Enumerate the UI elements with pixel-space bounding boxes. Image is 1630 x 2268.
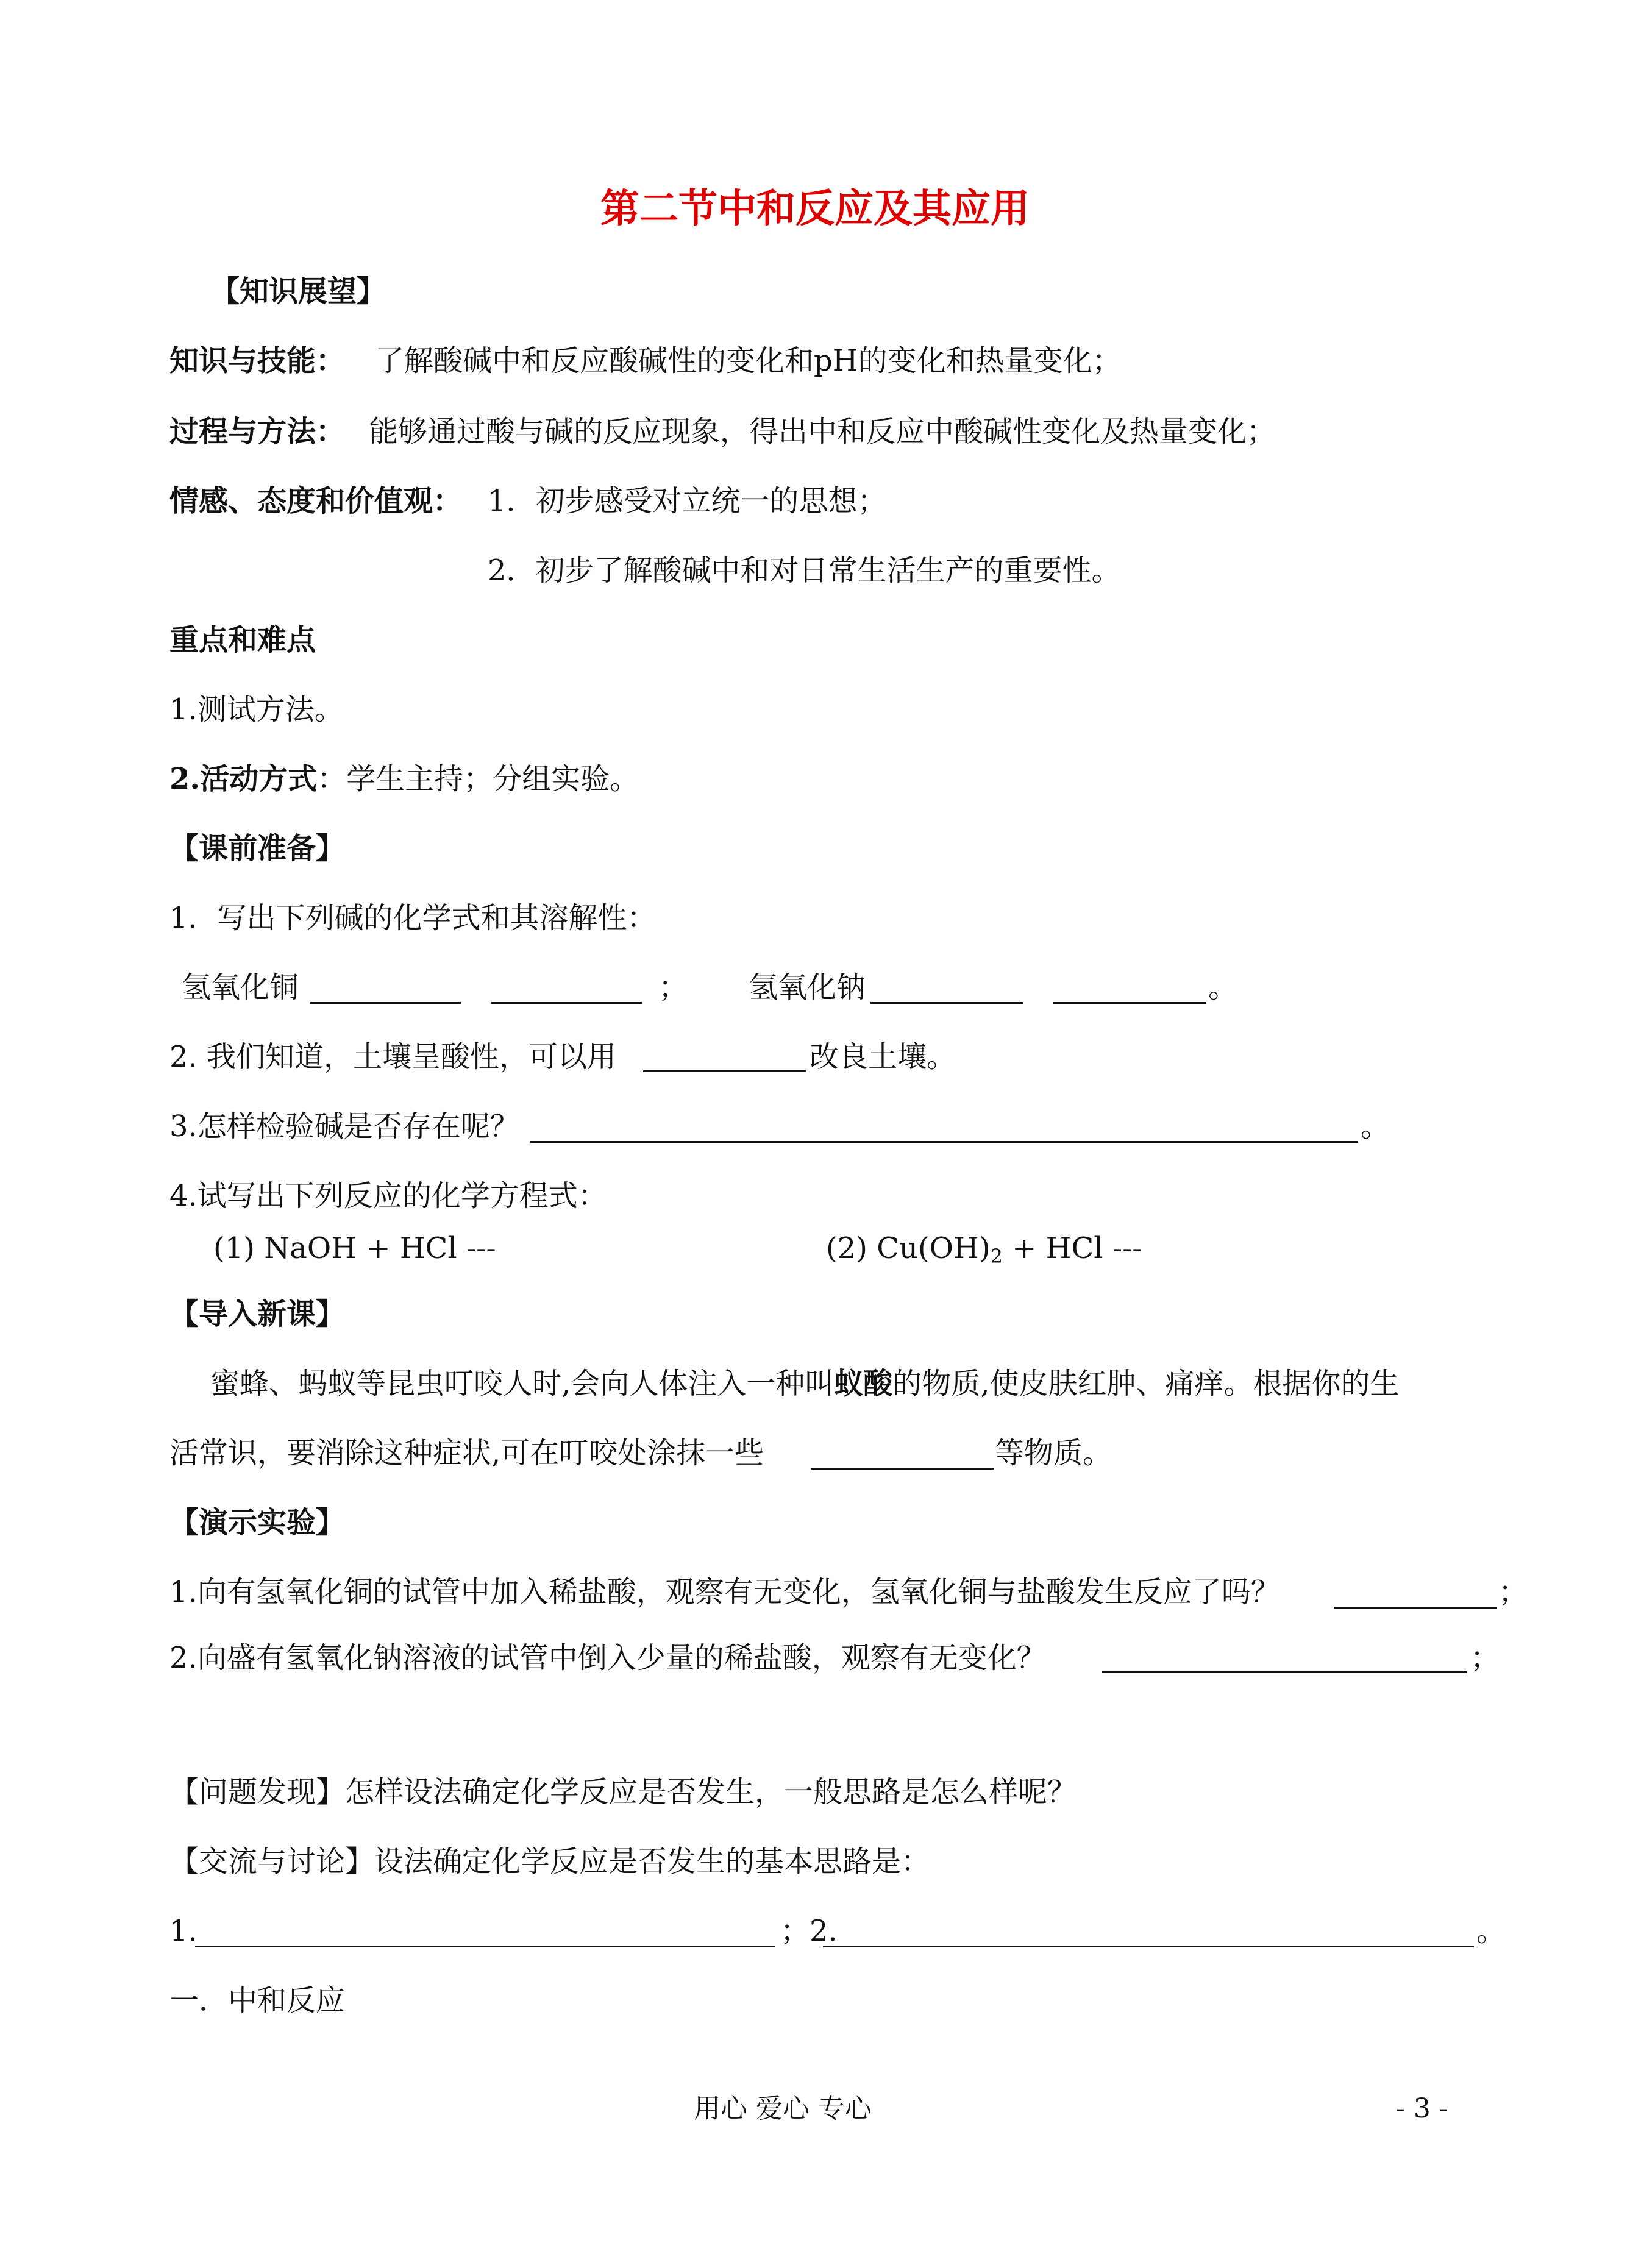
preparation-heading: 【课前准备】 [169,831,346,866]
key-point-2-text: ：学生主持；分组实验。 [317,762,639,796]
values-item-1: 1．初步感受对立统一的思想； [488,484,887,518]
demo-answer-blank-2[interactable] [1102,1671,1467,1673]
problem-discovery: 【问题发现】怎样设法确定化学反应是否发生，一般思路是怎么样呢？ [169,1775,1077,1809]
demo-heading: 【演示实验】 [169,1505,346,1540]
intro-paragraph-line-2: 活常识，要消除这种症状,可在叮咬处涂抹一些 [169,1436,764,1470]
soil-improvement-blank[interactable] [643,1070,806,1072]
section-1-heading: 一．中和反应 [169,1983,346,2017]
period-2: 。 [1361,1109,1390,1143]
values-item-2: 2．初步了解酸碱中和对日常生活生产的重要性。 [488,553,1121,588]
demo-semicolon-1: ； [1498,1575,1528,1609]
period: 。 [1208,970,1238,1004]
key-point-2-label: 2.活动方式 [169,762,318,796]
equation-2-text: (2) Cu(OH) [826,1231,991,1265]
discussion-heading: 【交流与讨论】设法确定化学反应是否发生的基本思路是： [169,1844,931,1879]
discussion-blank-1[interactable] [195,1946,775,1947]
equation-1: (1) NaOH + HCl --- [213,1231,496,1265]
formic-acid-term: 蚁酸 [834,1367,893,1401]
remedy-blank[interactable] [811,1468,994,1470]
page-title: 第二节中和反应及其应用 [600,186,1030,232]
demo-item-2: 2.向盛有氢氧化钠溶液的试管中倒入少量的稀盐酸，观察有无变化？ [169,1641,1046,1675]
discussion-blank-2[interactable] [823,1946,1474,1947]
preparation-question-3: 3.怎样检验碱是否存在呢？ [169,1109,519,1143]
discussion-end: 。 [1476,1914,1506,1948]
preparation-question-2: 2. 我们知道，土壤呈酸性，可以用 [169,1040,617,1074]
intro-paragraph-line-1 [210,1365,1400,1402]
key-points-heading: 重点和难点 [169,623,316,657]
intro-heading: 【导入新课】 [169,1297,346,1331]
sodium-formula-blank[interactable] [870,1002,1023,1004]
intro-text-2: 的物质,使皮肤红肿、痛痒。根据你的生 [892,1367,1400,1401]
preparation-question-1: 1．写出下列碱的化学式和其溶解性： [169,901,657,935]
equation-2-tail: + HCl --- [1002,1231,1142,1265]
copper-hydroxide-label: 氢氧化铜 [182,970,299,1004]
discussion-label-2: ；2. [780,1914,838,1948]
footer-motto: 用心 爱心 专心 [694,2093,872,2124]
equation-2-subscript: 2 [990,1245,1003,1268]
page-number: - 3 - [1396,2093,1448,2124]
process-label: 过程与方法： [169,414,346,449]
key-point-1: 1.测试方法。 [169,692,344,727]
demo-semicolon-2: ； [1470,1641,1500,1675]
sodium-hydroxide-label: 氢氧化钠 [749,970,866,1004]
knowledge-outlook-heading: 【知识展望】 [210,274,386,308]
preparation-question-2-end: 改良土壤。 [810,1040,956,1074]
sodium-solubility-blank[interactable] [1053,1002,1206,1004]
key-point-2 [169,761,639,797]
demo-item-1: 1.向有氢氧化铜的试管中加入稀盐酸，观察有无变化，氢氧化铜与盐酸发生反应了吗？ [169,1575,1280,1609]
intro-text-1: 蜜蜂、蚂蚁等昆虫叮咬人时,会向人体注入一种叫 [210,1367,835,1401]
discussion-label-1: 1. [169,1914,198,1948]
copper-solubility-blank[interactable] [491,1002,642,1004]
equation-2 [826,1230,1142,1274]
skills-label: 知识与技能： [169,344,346,378]
intro-paragraph-end: 等物质。 [995,1436,1112,1470]
semicolon: ； [658,970,688,1004]
preparation-question-4: 4.试写出下列反应的化学方程式： [169,1179,607,1213]
demo-answer-blank-1[interactable] [1334,1607,1497,1609]
process-text: 能够通过酸与碱的反应现象，得出中和反应中酸碱性变化及热量变化； [369,414,1276,449]
copper-formula-blank[interactable] [310,1002,461,1004]
base-test-blank[interactable] [530,1141,1358,1143]
skills-text: 了解酸碱中和反应酸碱性的变化和pH的变化和热量变化； [375,344,1122,378]
values-label: 情感、态度和价值观： [169,484,463,518]
